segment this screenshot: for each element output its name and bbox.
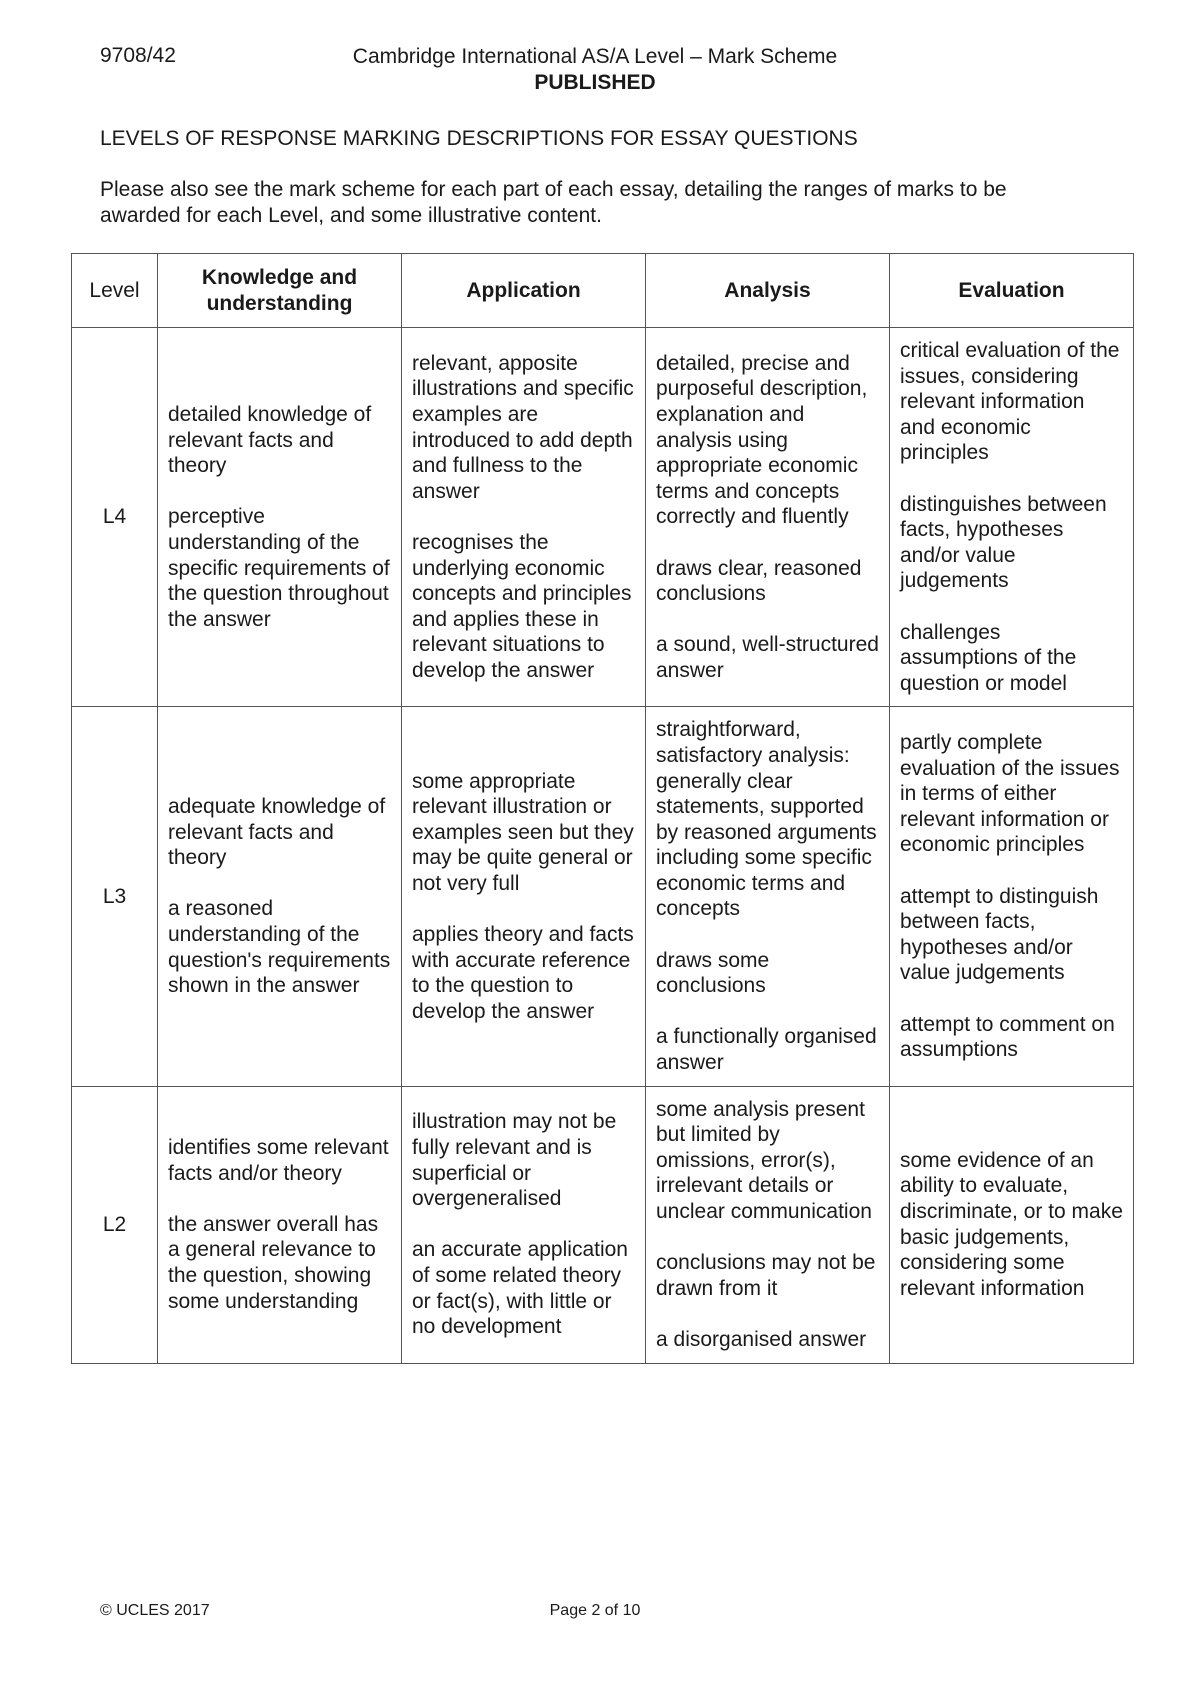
application-descriptor: an accurate application of some related theory or fact(s), with little or no development xyxy=(412,1238,628,1339)
knowledge-cell xyxy=(158,1086,402,1363)
level-cell: L2 xyxy=(72,1086,158,1363)
header-analysis: Analysis xyxy=(646,254,890,328)
analysis-descriptor: some analysis present but limited by omissions, error(s), irrelevant details or unclear communication xyxy=(656,1097,872,1223)
levels-table xyxy=(71,253,1134,1364)
levels-table-wrapper xyxy=(71,253,1134,1364)
footer-page-number: Page 2 of 10 xyxy=(549,1602,641,1619)
header-application: Application xyxy=(402,254,646,328)
levels-table-body xyxy=(72,328,1134,1364)
footer-copyright: © UCLES 2017 xyxy=(100,1602,210,1619)
knowledge-cell xyxy=(158,707,402,1086)
evaluation-cell xyxy=(890,328,1134,707)
level-cell: L4 xyxy=(72,328,158,707)
application-cell xyxy=(402,328,646,707)
knowledge-cell xyxy=(158,328,402,707)
application-descriptor: applies theory and facts with accurate reference to the question to develop the answer xyxy=(412,923,634,1023)
application-descriptor: some appropriate relevant illustration or examples seen but they may be quite general or not very full xyxy=(412,769,634,895)
analysis-descriptor: straightforward, satisfactory analysis: generally clear statements, supported by reasoned arguments including some specific economic terms and concepts xyxy=(656,718,877,921)
header-level: Level xyxy=(72,254,158,328)
section-heading: LEVELS OF RESPONSE MARKING DESCRIPTIONS FOR ESSAY QUESTIONS xyxy=(100,127,858,150)
analysis-descriptor: detailed, precise and purposeful description, explanation and analysis using appropriate economic terms and concepts correctly and fluently xyxy=(656,351,868,529)
evaluation-descriptor: distinguishes between facts, hypotheses and/or value judgements xyxy=(900,492,1107,593)
application-descriptor: relevant, apposite illustrations and specific examples are introduced to add depth and fullness to the answer xyxy=(412,351,634,503)
analysis-cell xyxy=(646,328,890,707)
evaluation-descriptor: attempt to comment on assumptions xyxy=(900,1012,1115,1062)
knowledge-descriptor: perceptive understanding of the specific requirements of the question throughout the answer xyxy=(168,505,390,631)
evaluation-descriptor: some evidence of an ability to evaluate, discriminate, or to make basic judgements, considering some relevant information xyxy=(900,1148,1123,1300)
knowledge-descriptor: detailed knowledge of relevant facts and theory xyxy=(168,402,372,478)
table-header-row xyxy=(72,254,1134,328)
header-evaluation: Evaluation xyxy=(890,254,1134,328)
knowledge-descriptor: identifies some relevant facts and/or theory xyxy=(168,1136,389,1185)
analysis-descriptor: conclusions may not be drawn from it xyxy=(656,1251,876,1300)
evaluation-descriptor: critical evaluation of the issues, considering relevant information and economic principles xyxy=(900,339,1120,465)
header-knowledge: Knowledge and understanding xyxy=(158,254,402,328)
evaluation-descriptor: attempt to distinguish between facts, hypotheses and/or value judgements xyxy=(900,884,1099,985)
analysis-descriptor: draws some conclusions xyxy=(656,948,770,998)
application-cell xyxy=(402,1086,646,1363)
document-code: 9708/42 xyxy=(100,44,176,67)
evaluation-cell xyxy=(890,707,1134,1086)
intro-paragraph: Please also see the mark scheme for each part of each essay, detailing the ranges of marks to be awarded for each Level, and some illustrative content. xyxy=(100,178,1007,227)
application-cell xyxy=(402,707,646,1086)
evaluation-descriptor: partly complete evaluation of the issues in terms of either relevant information or economic principles xyxy=(900,731,1120,857)
document-title: Cambridge International AS/A Level – Mark Scheme xyxy=(352,45,838,68)
table-row xyxy=(72,707,1134,1086)
evaluation-descriptor: challenges assumptions of the question or model xyxy=(900,620,1077,695)
knowledge-descriptor: adequate knowledge of relevant facts and theory xyxy=(168,795,386,870)
analysis-cell xyxy=(646,1086,890,1363)
knowledge-descriptor: the answer overall has a general relevance to the question, showing some understanding xyxy=(168,1212,379,1313)
document-header xyxy=(0,44,1190,96)
table-row xyxy=(72,328,1134,707)
table-row xyxy=(72,1086,1134,1363)
level-cell: L3 xyxy=(72,707,158,1086)
analysis-descriptor: a sound, well-structured answer xyxy=(656,633,879,682)
analysis-descriptor: a functionally organised answer xyxy=(656,1025,877,1075)
analysis-descriptor: draws clear, reasoned conclusions xyxy=(656,556,862,606)
application-descriptor: recognises the underlying economic concepts and principles and applies these in relevant situations to develop the answer xyxy=(412,530,632,682)
evaluation-cell xyxy=(890,1086,1134,1363)
application-descriptor: illustration may not be fully relevant and is superficial or overgeneralised xyxy=(412,1110,617,1211)
published-label: PUBLISHED xyxy=(534,71,656,94)
analysis-cell xyxy=(646,707,890,1086)
knowledge-descriptor: a reasoned understanding of the question's requirements shown in the answer xyxy=(168,897,391,998)
analysis-descriptor: a disorganised answer xyxy=(656,1327,867,1351)
